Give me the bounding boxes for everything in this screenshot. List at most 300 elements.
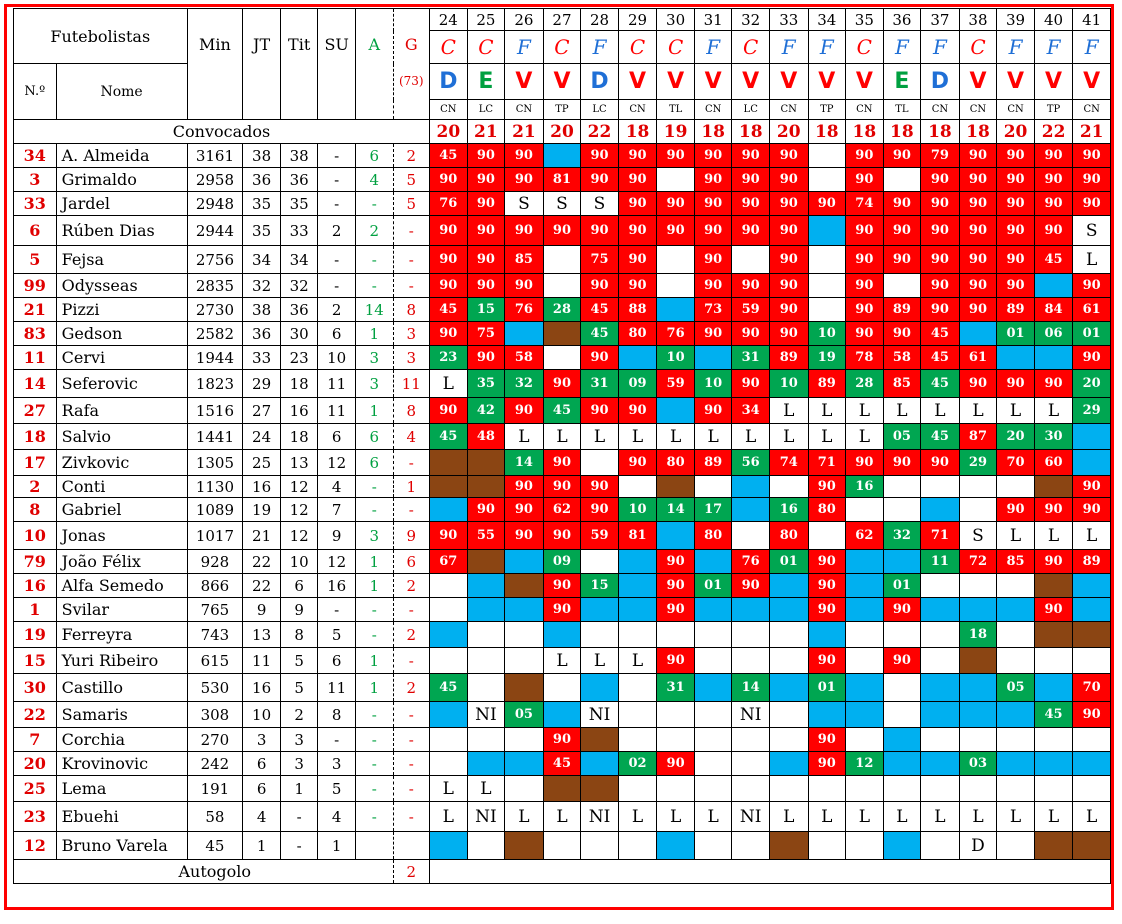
player-jt: 21 [243, 522, 281, 550]
game-cell [808, 702, 846, 728]
game-cell: 81 [618, 522, 657, 550]
game-cell: 90 [1073, 168, 1111, 192]
game-cell: 74 [769, 450, 808, 476]
game-cell: 90 [1073, 476, 1111, 498]
game-cell: 45 [430, 674, 468, 702]
game-cell: 90 [769, 322, 808, 346]
player-number: 2 [14, 476, 57, 498]
header-min: Min [187, 9, 243, 120]
table-row [14, 776, 1111, 802]
player-name: Yuri Ribeiro [56, 648, 187, 674]
table-row [14, 216, 1111, 246]
player-minutes: 1130 [187, 476, 243, 498]
player-tit: 30 [280, 322, 318, 346]
table-row [14, 522, 1111, 550]
player-number: 18 [14, 424, 57, 450]
player-assists: - [355, 192, 393, 216]
game-cell [959, 728, 997, 752]
game-cell: 16 [846, 476, 884, 498]
player-name: Jonas [56, 522, 187, 550]
game-cell: 90 [846, 246, 884, 274]
player-name: Bruno Varela [56, 832, 187, 860]
game-cell: 90 [618, 274, 657, 298]
game-cell: 61 [959, 346, 997, 370]
player-name: Odysseas [56, 274, 187, 298]
player-minutes: 270 [187, 728, 243, 752]
game-cell [694, 776, 732, 802]
game-competition: C [618, 31, 657, 64]
player-tit: - [280, 832, 318, 860]
game-cell: 23 [430, 346, 468, 370]
game-cell: L [997, 398, 1035, 424]
player-jt: 13 [243, 622, 281, 648]
player-goals: 8 [393, 398, 430, 424]
game-cell [1034, 752, 1073, 776]
player-assists: - [355, 752, 393, 776]
game-cell: 90 [1034, 598, 1073, 622]
game-cell [883, 476, 921, 498]
game-cell: 90 [505, 216, 544, 246]
game-cell [1034, 574, 1073, 598]
game-cell: 84 [1034, 298, 1073, 322]
player-assists [355, 832, 393, 860]
player-assists: 6 [355, 144, 393, 168]
game-cell: 90 [769, 274, 808, 298]
game-cell [430, 574, 468, 598]
game-competition: F [694, 31, 732, 64]
table-row [14, 674, 1111, 702]
player-tit: 8 [280, 622, 318, 648]
player-name: Salvio [56, 424, 187, 450]
game-cell [543, 622, 581, 648]
game-cell: 90 [846, 274, 884, 298]
game-cell [430, 648, 468, 674]
player-jt: 6 [243, 776, 281, 802]
game-number: 32 [732, 9, 770, 31]
game-cell [997, 702, 1035, 728]
game-cell: S [1073, 216, 1111, 246]
game-cell: 75 [467, 322, 505, 346]
game-cell: 87 [959, 424, 997, 450]
game-cell: L [769, 424, 808, 450]
game-cell: 90 [808, 574, 846, 598]
player-minutes: 242 [187, 752, 243, 776]
game-cell [694, 622, 732, 648]
game-cell [543, 274, 581, 298]
game-cell [657, 168, 695, 192]
header-goals [393, 9, 430, 120]
player-minutes: 2944 [187, 216, 243, 246]
game-cell: 18 [959, 622, 997, 648]
game-cell: 70 [1073, 674, 1111, 702]
game-cell: 90 [769, 144, 808, 168]
game-cell [808, 246, 846, 274]
game-cell: L [1073, 522, 1111, 550]
game-cell: L [808, 398, 846, 424]
game-cell [505, 574, 544, 598]
game-cell: 45 [543, 752, 581, 776]
game-cell: 90 [543, 574, 581, 598]
game-cell: 90 [694, 398, 732, 424]
player-tit: 9 [280, 598, 318, 622]
game-cell: 90 [694, 216, 732, 246]
game-cell [959, 674, 997, 702]
game-cell [846, 776, 884, 802]
game-cell: 90 [808, 476, 846, 498]
game-result: V [846, 64, 884, 100]
game-cell: 01 [997, 322, 1035, 346]
game-cell: 45 [921, 370, 960, 398]
game-cell [1034, 832, 1073, 860]
game-cell [467, 574, 505, 598]
game-cell [1073, 728, 1111, 752]
game-number: 39 [997, 9, 1035, 31]
game-cell: 28 [846, 370, 884, 398]
game-cell: 45 [921, 322, 960, 346]
player-minutes: 928 [187, 550, 243, 574]
game-cell: L [618, 424, 657, 450]
player-minutes: 1089 [187, 498, 243, 522]
game-cell [846, 622, 884, 648]
player-su: - [318, 192, 356, 216]
game-convocados: 20 [543, 120, 581, 144]
player-goals: 9 [393, 522, 430, 550]
game-cell [1073, 776, 1111, 802]
game-venue: LC [581, 100, 619, 120]
game-result: V [959, 64, 997, 100]
game-cell: 90 [694, 246, 732, 274]
player-su: 6 [318, 322, 356, 346]
player-assists: - [355, 802, 393, 832]
game-cell: 90 [618, 216, 657, 246]
player-minutes: 530 [187, 674, 243, 702]
game-cell: 90 [883, 598, 921, 622]
game-result: V [1034, 64, 1073, 100]
game-cell [769, 752, 808, 776]
player-name: Lema [56, 776, 187, 802]
game-cell [581, 550, 619, 574]
game-cell: L [769, 802, 808, 832]
game-venue: TP [1034, 100, 1073, 120]
game-cell: 90 [1034, 498, 1073, 522]
header-assists: A [355, 9, 393, 120]
game-cell [430, 622, 468, 648]
game-cell: 45 [921, 346, 960, 370]
player-name: Jardel [56, 192, 187, 216]
game-cell: 90 [732, 168, 770, 192]
game-cell: 90 [808, 752, 846, 776]
game-venue: CN [769, 100, 808, 120]
game-cell: NI [732, 802, 770, 832]
game-venue: CN [430, 100, 468, 120]
game-cell: 02 [618, 752, 657, 776]
player-jt: 4 [243, 802, 281, 832]
game-result: V [505, 64, 544, 100]
player-goals: - [393, 702, 430, 728]
game-cell [581, 752, 619, 776]
game-cell [1073, 424, 1111, 450]
game-cell: 19 [808, 346, 846, 370]
game-cell: 74 [846, 192, 884, 216]
game-convocados: 18 [921, 120, 960, 144]
game-cell [883, 622, 921, 648]
game-cell [921, 598, 960, 622]
game-number: 33 [769, 9, 808, 31]
game-cell: 80 [657, 450, 695, 476]
player-name: Seferovic [56, 370, 187, 398]
game-cell: L [430, 776, 468, 802]
game-cell: 90 [921, 450, 960, 476]
game-cell [505, 752, 544, 776]
game-cell [846, 674, 884, 702]
player-su: - [318, 246, 356, 274]
game-cell [430, 450, 468, 476]
game-cell: 10 [618, 498, 657, 522]
player-jt: 22 [243, 550, 281, 574]
game-cell [694, 728, 732, 752]
game-cell [769, 702, 808, 728]
player-jt: 19 [243, 498, 281, 522]
player-su: 6 [318, 424, 356, 450]
header-jt: JT [243, 9, 281, 120]
game-cell [543, 674, 581, 702]
game-cell [732, 752, 770, 776]
game-cell [505, 648, 544, 674]
game-cell: 01 [1073, 322, 1111, 346]
game-cell: 90 [997, 246, 1035, 274]
game-cell [769, 728, 808, 752]
game-cell: L [581, 424, 619, 450]
game-cell [846, 550, 884, 574]
player-assists: 3 [355, 522, 393, 550]
game-cell: L [430, 802, 468, 832]
player-assists: 1 [355, 574, 393, 598]
player-tit: 5 [280, 674, 318, 702]
game-cell [430, 752, 468, 776]
game-cell: L [618, 802, 657, 832]
game-cell [997, 752, 1035, 776]
player-tit: 32 [280, 274, 318, 298]
game-cell: L [1034, 398, 1073, 424]
game-cell [808, 168, 846, 192]
player-tit: 13 [280, 450, 318, 476]
table-row [14, 398, 1111, 424]
player-number: 1 [14, 598, 57, 622]
player-tit: 18 [280, 424, 318, 450]
player-number: 11 [14, 346, 57, 370]
game-cell: L [883, 398, 921, 424]
game-cell [883, 550, 921, 574]
game-cell [467, 622, 505, 648]
game-cell: L [959, 802, 997, 832]
player-assists: - [355, 776, 393, 802]
game-cell: 45 [1034, 246, 1073, 274]
game-cell: L [846, 802, 884, 832]
player-jt: 22 [243, 574, 281, 598]
game-cell: 90 [959, 370, 997, 398]
game-convocados: 20 [430, 120, 468, 144]
game-cell: 85 [883, 370, 921, 398]
player-minutes: 308 [187, 702, 243, 728]
game-cell [657, 702, 695, 728]
game-cell: 90 [959, 192, 997, 216]
game-cell [769, 674, 808, 702]
player-goals [393, 832, 430, 860]
player-su: - [318, 274, 356, 298]
player-minutes: 2958 [187, 168, 243, 192]
game-cell: 90 [883, 322, 921, 346]
game-cell: 90 [505, 398, 544, 424]
player-number: 17 [14, 450, 57, 476]
game-cell: L [997, 802, 1035, 832]
game-cell: L [694, 802, 732, 832]
player-name: Corchia [56, 728, 187, 752]
player-goals: - [393, 450, 430, 476]
game-cell [467, 550, 505, 574]
game-convocados: 18 [732, 120, 770, 144]
player-number: 79 [14, 550, 57, 574]
game-cell: 90 [846, 450, 884, 476]
game-cell: 90 [505, 476, 544, 498]
player-assists: 2 [355, 216, 393, 246]
game-cell [694, 550, 732, 574]
game-cell: 90 [543, 728, 581, 752]
player-jt: 16 [243, 476, 281, 498]
game-cell [467, 598, 505, 622]
game-cell [997, 728, 1035, 752]
player-tit: 36 [280, 298, 318, 322]
game-cell: 90 [1034, 550, 1073, 574]
game-cell: 90 [430, 398, 468, 424]
player-minutes: 1516 [187, 398, 243, 424]
game-cell [997, 776, 1035, 802]
player-jt: 25 [243, 450, 281, 476]
game-cell: 90 [543, 476, 581, 498]
table-row [14, 498, 1111, 522]
game-cell [959, 322, 997, 346]
game-cell: L [1073, 802, 1111, 832]
game-cell: 42 [467, 398, 505, 424]
game-result: V [657, 64, 695, 100]
game-cell: 90 [694, 168, 732, 192]
game-cell: 80 [769, 522, 808, 550]
game-cell: 09 [618, 370, 657, 398]
game-cell [808, 622, 846, 648]
player-tit: 1 [280, 776, 318, 802]
player-name: Castillo [56, 674, 187, 702]
game-number: 25 [467, 9, 505, 31]
game-cell: 79 [921, 144, 960, 168]
autogolo-goals: 2 [393, 860, 430, 884]
game-venue: CN [997, 100, 1035, 120]
player-minutes: 3161 [187, 144, 243, 168]
game-competition: F [883, 31, 921, 64]
game-cell [769, 598, 808, 622]
player-su: 2 [318, 216, 356, 246]
game-number: 35 [846, 9, 884, 31]
game-cell: 90 [1034, 168, 1073, 192]
game-cell: 15 [581, 574, 619, 598]
player-su: 4 [318, 476, 356, 498]
game-cell: 78 [846, 346, 884, 370]
game-cell [883, 752, 921, 776]
table-row [14, 274, 1111, 298]
game-competition: F [505, 31, 544, 64]
game-cell [846, 728, 884, 752]
game-cell: L [921, 398, 960, 424]
game-venue: CN [846, 100, 884, 120]
game-cell [657, 398, 695, 424]
game-cell: 90 [505, 274, 544, 298]
game-cell [467, 648, 505, 674]
game-cell: 90 [467, 246, 505, 274]
game-cell: 90 [581, 346, 619, 370]
player-tit: 18 [280, 370, 318, 398]
game-cell: 90 [808, 598, 846, 622]
game-cell: 10 [694, 370, 732, 398]
player-number: 25 [14, 776, 57, 802]
game-cell [467, 674, 505, 702]
player-number: 5 [14, 246, 57, 274]
game-cell: L [543, 648, 581, 674]
game-number: 38 [959, 9, 997, 31]
game-cell: 32 [883, 522, 921, 550]
player-goals: 2 [393, 674, 430, 702]
game-cell: 90 [883, 450, 921, 476]
game-cell [921, 574, 960, 598]
game-cell [657, 274, 695, 298]
game-cell [921, 648, 960, 674]
player-number: 33 [14, 192, 57, 216]
game-cell [769, 776, 808, 802]
game-cell [694, 674, 732, 702]
autogolo-label: Autogolo [14, 860, 356, 884]
player-tit: 12 [280, 522, 318, 550]
player-number: 14 [14, 370, 57, 398]
game-venue: CN [505, 100, 544, 120]
game-cell: 10 [769, 370, 808, 398]
game-number: 37 [921, 9, 960, 31]
game-cell [808, 522, 846, 550]
game-competition: C [657, 31, 695, 64]
player-su: 6 [318, 648, 356, 674]
game-cell: 45 [430, 424, 468, 450]
game-cell [769, 832, 808, 860]
game-venue: LC [732, 100, 770, 120]
game-cell: 90 [657, 550, 695, 574]
game-number: 24 [430, 9, 468, 31]
player-goals: 2 [393, 622, 430, 648]
game-cell: 70 [997, 450, 1035, 476]
game-cell: S [543, 192, 581, 216]
player-assists: - [355, 476, 393, 498]
table-row [14, 346, 1111, 370]
game-cell: 90 [732, 370, 770, 398]
game-cell: 60 [1034, 450, 1073, 476]
game-cell: L [846, 398, 884, 424]
player-tit: 2 [280, 702, 318, 728]
game-cell [921, 728, 960, 752]
game-cell: 32 [505, 370, 544, 398]
game-cell: 10 [808, 322, 846, 346]
game-cell: 90 [883, 144, 921, 168]
player-assists: - [355, 622, 393, 648]
game-cell: 90 [1073, 498, 1111, 522]
player-name: Alfa Semedo [56, 574, 187, 598]
game-cell: L [997, 522, 1035, 550]
player-minutes: 1944 [187, 346, 243, 370]
player-goals: - [393, 498, 430, 522]
